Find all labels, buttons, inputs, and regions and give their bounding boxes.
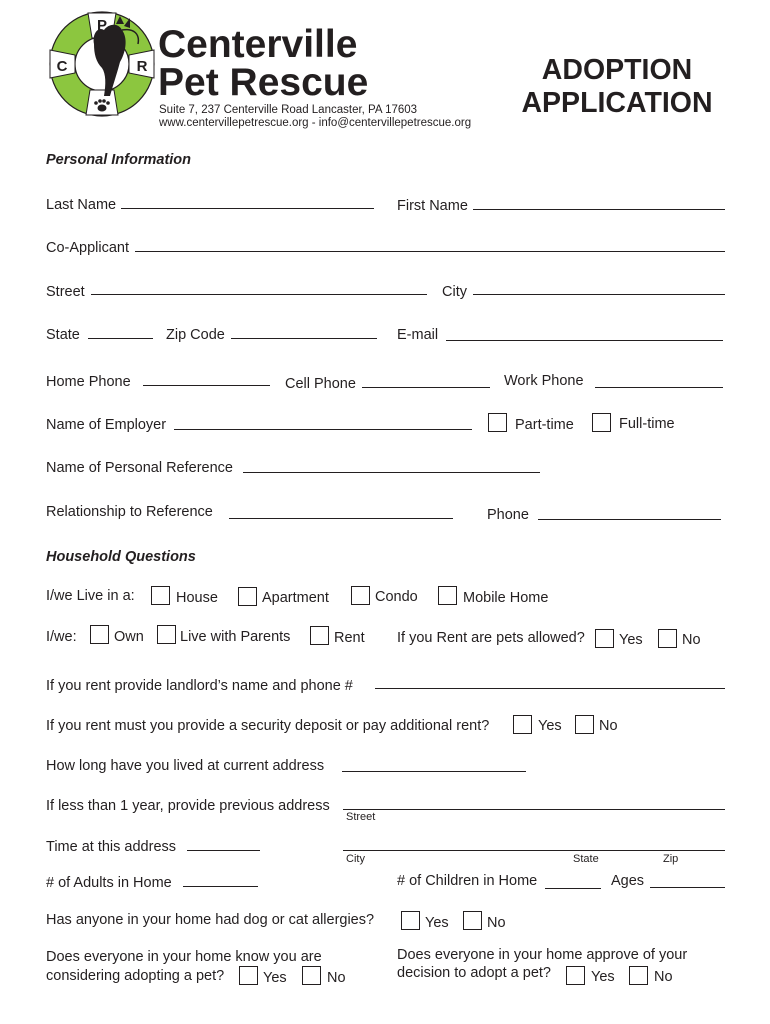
home-phone-field[interactable] xyxy=(143,385,270,386)
logo-letter-r: R xyxy=(136,58,148,75)
street-label: Street xyxy=(46,284,85,300)
zip-code-label: Zip Code xyxy=(166,327,225,343)
first-name-label: First Name xyxy=(397,198,468,214)
approve-no-label: No xyxy=(654,969,673,985)
allergies-no-label: No xyxy=(487,915,506,931)
reference-label: Name of Personal Reference xyxy=(46,460,233,476)
time-at-address-label: Time at this address xyxy=(46,839,177,855)
org-name-line1: Centerville xyxy=(158,23,358,66)
ages-label: Ages xyxy=(611,873,645,889)
org-logo xyxy=(44,4,160,120)
approve-adopting-label-line1: Does everyone in your home approve of your xyxy=(397,947,688,963)
work-phone-field[interactable] xyxy=(595,387,723,388)
deposit-yes-label: Yes xyxy=(538,718,562,734)
logo-letter-c: C xyxy=(56,58,68,75)
section-heading-personal: Personal Information xyxy=(46,152,192,168)
email-field[interactable] xyxy=(446,340,723,341)
cell-phone-label: Cell Phone xyxy=(285,376,356,392)
pets-allowed-yes-label: Yes xyxy=(619,632,643,648)
allergies-yes-label: Yes xyxy=(425,915,449,931)
section-heading-household: Household Questions xyxy=(46,549,196,565)
know-yes-checkbox[interactable] xyxy=(239,966,258,985)
previous-zip-sublabel: Zip xyxy=(663,853,679,865)
previous-city-state-zip-field[interactable] xyxy=(343,850,725,851)
life-ring-icon xyxy=(44,4,160,120)
reference-phone-label: Phone xyxy=(487,507,529,523)
state-field[interactable] xyxy=(88,338,153,339)
how-long-label: How long have you lived at current address xyxy=(46,758,325,774)
street-field[interactable] xyxy=(91,294,427,295)
pets-allowed-no-checkbox[interactable] xyxy=(658,629,677,648)
approve-no-checkbox[interactable] xyxy=(629,966,648,985)
reference-phone-field[interactable] xyxy=(538,519,721,520)
city-field[interactable] xyxy=(473,294,725,295)
cell-phone-field[interactable] xyxy=(362,387,490,388)
relationship-label: Relationship to Reference xyxy=(46,504,213,520)
own-checkbox[interactable] xyxy=(90,625,109,644)
condo-label: Condo xyxy=(375,589,418,605)
previous-street-sublabel: Street xyxy=(346,811,376,823)
reference-field[interactable] xyxy=(243,472,540,473)
children-field[interactable] xyxy=(545,888,601,889)
know-no-checkbox[interactable] xyxy=(302,966,321,985)
form-title-line1: ADOPTION xyxy=(541,54,693,86)
email-label: E-mail xyxy=(397,327,439,343)
org-web-email: www.centervillepetrescue.org - info@centervillepetrescue.org xyxy=(159,117,472,129)
own-label: Own xyxy=(114,629,144,645)
approve-adopting-label-line2: decision to adopt a pet? xyxy=(397,965,551,981)
logo-letter-p: P xyxy=(96,17,108,34)
full-time-label: Full-time xyxy=(619,416,675,432)
iwe-label: I/we: xyxy=(46,629,77,645)
previous-street-field[interactable] xyxy=(343,809,725,810)
time-at-address-field[interactable] xyxy=(187,850,260,851)
co-applicant-field[interactable] xyxy=(135,251,725,252)
previous-city-sublabel: City xyxy=(346,853,365,865)
allergies-label: Has anyone in your home had dog or cat allergies? xyxy=(46,912,375,928)
know-adopting-label-line2: considering adopting a pet? xyxy=(46,968,225,984)
apartment-label: Apartment xyxy=(262,590,329,606)
form-title-line2: APPLICATION xyxy=(521,87,713,119)
rent-checkbox[interactable] xyxy=(310,626,329,645)
allergies-no-checkbox[interactable] xyxy=(463,911,482,930)
previous-address-label: If less than 1 year, provide previous address xyxy=(46,798,330,814)
org-address: Suite 7, 237 Centerville Road Lancaster, PA 17603 xyxy=(159,104,418,116)
know-no-label: No xyxy=(327,970,346,986)
apartment-checkbox[interactable] xyxy=(238,587,257,606)
condo-checkbox[interactable] xyxy=(351,586,370,605)
adults-field[interactable] xyxy=(183,886,258,887)
house-checkbox[interactable] xyxy=(151,586,170,605)
pets-allowed-yes-checkbox[interactable] xyxy=(595,629,614,648)
employer-field[interactable] xyxy=(174,429,472,430)
zip-code-field[interactable] xyxy=(231,338,377,339)
previous-state-sublabel: State xyxy=(573,853,599,865)
employer-label: Name of Employer xyxy=(46,417,167,433)
work-phone-label: Work Phone xyxy=(504,373,584,389)
live-with-parents-label: Live with Parents xyxy=(180,629,291,645)
children-label: # of Children in Home xyxy=(397,873,538,889)
last-name-field[interactable] xyxy=(121,208,374,209)
adults-label: # of Adults in Home xyxy=(46,875,172,891)
mobile-home-label: Mobile Home xyxy=(463,590,549,606)
last-name-label: Last Name xyxy=(46,197,117,213)
org-name-line2: Pet Rescue xyxy=(158,61,369,104)
pets-allowed-no-label: No xyxy=(682,632,701,648)
know-yes-label: Yes xyxy=(263,970,287,986)
part-time-label: Part-time xyxy=(515,417,574,433)
deposit-no-label: No xyxy=(599,718,618,734)
allergies-yes-checkbox[interactable] xyxy=(401,911,420,930)
landlord-field[interactable] xyxy=(375,688,725,689)
ages-field[interactable] xyxy=(650,887,725,888)
security-deposit-label: If you rent must you provide a security deposit or pay additional rent? xyxy=(46,718,490,734)
part-time-checkbox[interactable] xyxy=(488,413,507,432)
live-in-label: I/we Live in a: xyxy=(46,588,135,604)
know-adopting-label-line1: Does everyone in your home know you are xyxy=(46,949,322,965)
landlord-label: If you rent provide landlord’s name and phone # xyxy=(46,678,353,694)
rent-pets-allowed-label: If you Rent are pets allowed? xyxy=(397,630,585,646)
relationship-field[interactable] xyxy=(229,518,453,519)
state-label: State xyxy=(46,327,80,343)
co-applicant-label: Co-Applicant xyxy=(46,240,130,256)
full-time-checkbox[interactable] xyxy=(592,413,611,432)
live-with-parents-checkbox[interactable] xyxy=(157,625,176,644)
mobile-home-checkbox[interactable] xyxy=(438,586,457,605)
approve-yes-label: Yes xyxy=(591,969,615,985)
house-label: House xyxy=(176,590,218,606)
deposit-no-checkbox[interactable] xyxy=(575,715,594,734)
first-name-field[interactable] xyxy=(473,209,725,210)
home-phone-label: Home Phone xyxy=(46,374,131,390)
approve-yes-checkbox[interactable] xyxy=(566,966,585,985)
deposit-yes-checkbox[interactable] xyxy=(513,715,532,734)
rent-label: Rent xyxy=(334,630,365,646)
city-label: City xyxy=(442,284,467,300)
how-long-field[interactable] xyxy=(342,771,526,772)
